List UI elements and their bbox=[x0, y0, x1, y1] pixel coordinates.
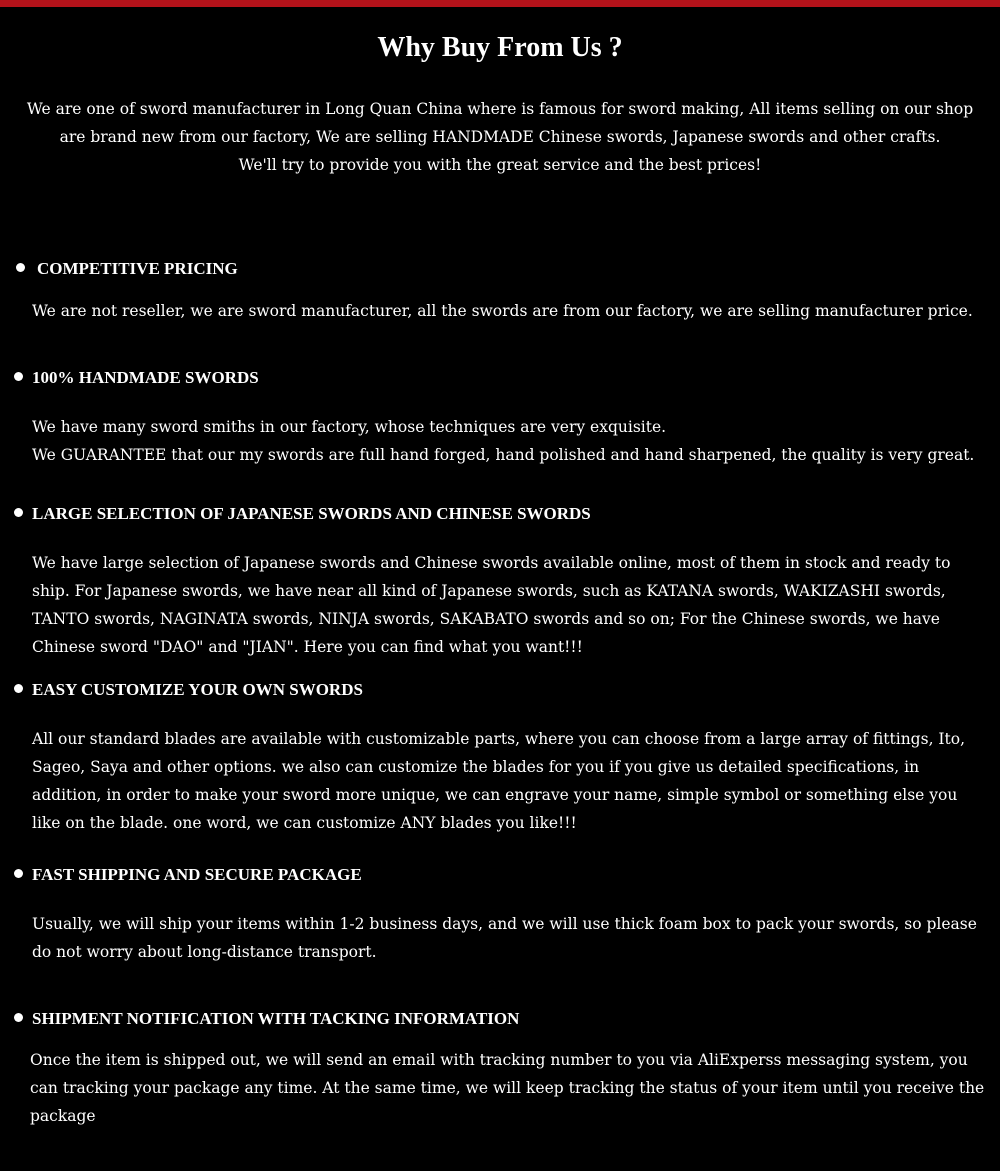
body-line: We GUARANTEE that our my swords are full hand forged, hand polished and hand sharpened, the quality is very great. bbox=[32, 446, 975, 464]
body-line: We have many sword smiths in our factory, whose techniques are very exquisite. bbox=[32, 418, 667, 436]
bullet-icon bbox=[14, 372, 23, 381]
section-heading-label: FAST SHIPPING AND SECURE PACKAGE bbox=[32, 865, 362, 884]
body-line: ship. For Japanese swords, we have near all kind of Japanese swords, such as KATANA swords, WAKIZASHI swords, bbox=[32, 582, 946, 600]
page-title: Why Buy From Us ? bbox=[377, 32, 623, 63]
intro-line: are brand new from our factory, We are selling HANDMADE Chinese swords, Japanese swords and other crafts. bbox=[59, 128, 941, 146]
body-line: package bbox=[30, 1107, 96, 1125]
intro-line: We are one of sword manufacturer in Long Quan China where is famous for sword making, All items selling on our shop bbox=[26, 100, 974, 118]
bullet-icon bbox=[14, 508, 23, 517]
top-accent-bar bbox=[0, 0, 1000, 7]
section-heading-label: SHIPMENT NOTIFICATION WITH TACKING INFORMATION bbox=[32, 1009, 520, 1028]
section-heading-competitive-pricing bbox=[16, 258, 238, 280]
bullet-icon bbox=[14, 1013, 23, 1022]
body-line: We have large selection of Japanese swords and Chinese swords available online, most of them in stock and ready to bbox=[32, 554, 951, 572]
section-heading-large-selection bbox=[14, 503, 591, 525]
body-line: Sageo, Saya and other options. we also can customize the blades for you if you give us detailed specifications, in bbox=[32, 758, 920, 776]
body-line: Usually, we will ship your items within 1-2 business days, and we will use thick foam box to pack your swords, so please bbox=[32, 915, 977, 933]
section-body-large-selection bbox=[32, 549, 998, 661]
section-heading-handmade-swords bbox=[14, 367, 259, 389]
section-heading-customize bbox=[14, 679, 363, 701]
section-heading-label: EASY CUSTOMIZE YOUR OWN SWORDS bbox=[32, 680, 363, 699]
body-line: like on the blade. one word, we can customize ANY blades you like!!! bbox=[32, 814, 577, 832]
section-body-shipment-notification bbox=[30, 1046, 996, 1130]
section-heading-label: 100% HANDMADE SWORDS bbox=[32, 368, 259, 387]
section-heading-label: COMPETITIVE PRICING bbox=[37, 259, 238, 278]
bullet-icon bbox=[16, 263, 25, 272]
section-heading-shipment-notification bbox=[14, 1008, 519, 1030]
body-line: We are not reseller, we are sword manufacturer, all the swords are from our factory, we are selling manufacturer price. bbox=[32, 302, 973, 320]
section-body-fast-shipping bbox=[32, 910, 998, 966]
section-heading-fast-shipping bbox=[14, 864, 362, 886]
intro-paragraph bbox=[10, 95, 990, 179]
section-body-customize bbox=[32, 725, 998, 837]
body-line: Once the item is shipped out, we will send an email with tracking number to you via AliExperss messaging system, you bbox=[30, 1051, 968, 1069]
body-line: can tracking your package any time. At the same time, we will keep tracking the status of your item until you receive the bbox=[30, 1079, 985, 1097]
section-body-competitive-pricing bbox=[32, 297, 998, 325]
intro-line: We'll try to provide you with the great service and the best prices! bbox=[238, 156, 762, 174]
body-line: do not worry about long-distance transport. bbox=[32, 943, 377, 961]
bullet-icon bbox=[14, 684, 23, 693]
body-line: addition, in order to make your sword more unique, we can engrave your name, simple symbol or something else you bbox=[32, 786, 958, 804]
body-line: TANTO swords, NAGINATA swords, NINJA swords, SAKABATO swords and so on; For the Chinese swords, we have bbox=[32, 610, 940, 628]
body-line: All our standard blades are available with customizable parts, where you can choose from a large array of fittings, Ito, bbox=[32, 730, 966, 748]
body-line: Chinese sword "DAO" and "JIAN". Here you can find what you want!!! bbox=[32, 638, 583, 656]
section-body-handmade-swords bbox=[32, 413, 998, 469]
section-heading-label: LARGE SELECTION OF JAPANESE SWORDS AND CHINESE SWORDS bbox=[32, 504, 591, 523]
bullet-icon bbox=[14, 869, 23, 878]
